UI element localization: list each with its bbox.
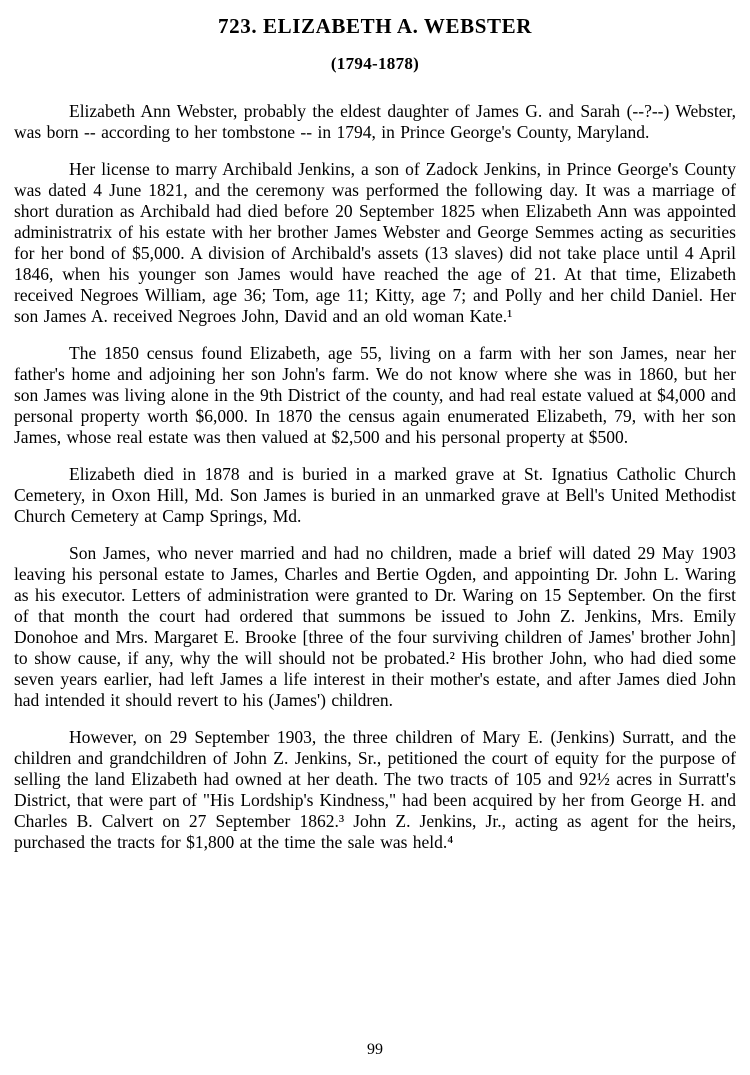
paragraph-2: Her license to marry Archibald Jenkins, a son of Zadock Jenkins, in Prince George's County was dated 4 June 1821, and the ceremony was performed the following day. It was a marriage of short duration as Archibald had died before 20 September 1825 when Elizabeth Ann was appointed administratrix of his estate with her brother James Webster and George Semmes acting as securities for her bond of $5,000. A division of Archibald's assets (13 slaves) did not take place until 4 April 1846, when his younger son James would have reached the age of 21. At that time, Elizabeth received Negroes William, age 36; Tom, age 11; Kitty, age 7; and Polly and her child Daniel. Her son James A. received Negroes John, David and an old woman Kate.¹ <box>14 159 736 326</box>
paragraph-3: The 1850 census found Elizabeth, age 55, living on a farm with her son James, near her father's home and adjoining her son John's farm. We do not know where she was in 1860, but her son James was living alone in the 9th District of the county, and had real estate valued at $4,000 and personal property worth $6,000. In 1870 the census again enumerated Elizabeth, 79, with her son James, whose real estate was then valued at $2,500 and his personal property at $500. <box>14 343 736 447</box>
page-number: 99 <box>367 1041 383 1058</box>
paragraph-4: Elizabeth died in 1878 and is buried in a marked grave at St. Ignatius Catholic Church Cemetery, in Oxon Hill, Md. Son James is buried in an unmarked grave at Bell's United Methodist Church Cemetery at Camp Springs, Md. <box>14 464 736 526</box>
paragraph-5: Son James, who never married and had no children, made a brief will dated 29 May 1903 leaving his personal estate to James, Charles and Bertie Ogden, and appointing Dr. John L. Waring as his executor. Letters of administration were granted to Dr. Waring on 15 September. On the first of that month the court had ordered that summons be issued to John Z. Jenkins, Mrs. Emily Donohoe and Mrs. Margaret E. Brooke [three of the four surviving children of James' brother John] to show cause, if any, why the will should not be probated.² His brother John, who had died some seven years earlier, had left James a life interest in their mother's estate, and after James died John had intended it should revert to his (James') children. <box>14 543 736 710</box>
paragraph-6: However, on 29 September 1903, the three children of Mary E. (Jenkins) Surratt, and the children and grandchildren of John Z. Jenkins, Sr., petitioned the court of equity for the purpose of selling the land Elizabeth had owned at her death. The two tracts of 105 and 92½ acres in Surratt's District, that were part of "His Lordship's Kindness," had been acquired by her from George H. and Charles B. Calvert on 27 September 1862.³ John Z. Jenkins, Jr., acting as agent for the heirs, purchased the tracts for $1,800 at the time the sale was held.⁴ <box>14 727 736 852</box>
page-subtitle: (1794-1878) <box>330 54 420 73</box>
page-title: 723. ELIZABETH A. WEBSTER <box>218 14 532 38</box>
paragraph-1: Elizabeth Ann Webster, probably the eldest daughter of James G. and Sarah (--?--) Webster, was born -- according to her tombstone -- in 1794, in Prince George's County, Maryland. <box>14 101 736 142</box>
body-text <box>14 101 736 853</box>
